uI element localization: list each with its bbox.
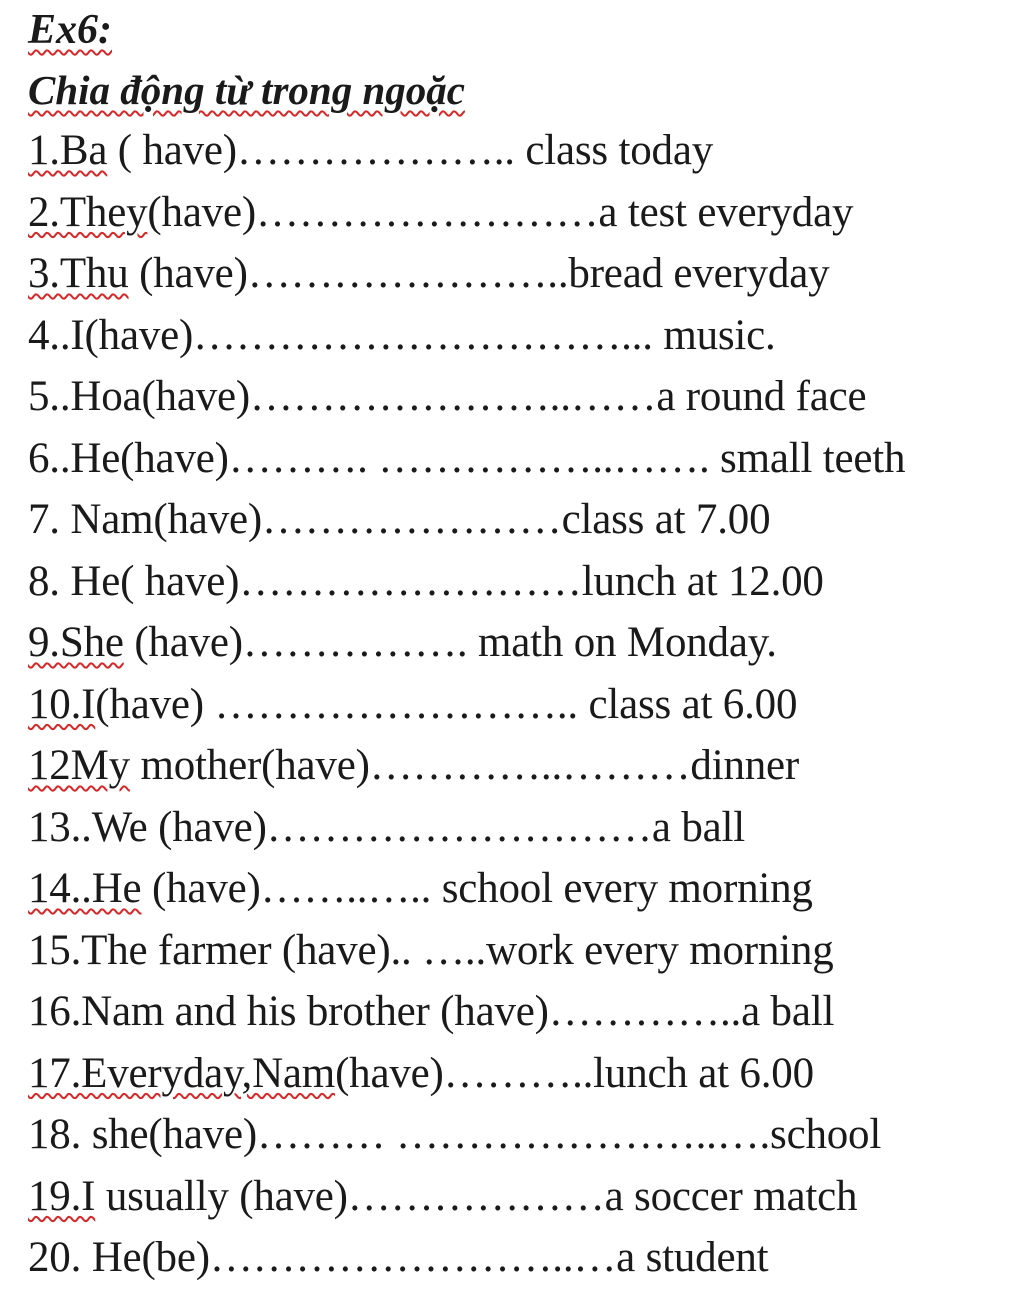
- exercise-item: [28, 674, 1018, 736]
- spellcheck-flagged-text: 9.She: [28, 619, 124, 666]
- exercise-text: 5..Hoa(have)…………………..……a round face: [28, 373, 867, 420]
- exercise-text: 18. she(have)……… …………………..….school: [28, 1111, 882, 1158]
- exercise-item: [28, 489, 1018, 551]
- exercise-text: (have)…………………..bread everyday: [128, 250, 830, 297]
- exercise-item: [28, 858, 1018, 920]
- exercise-text: (have)……..….. school every morning: [141, 865, 813, 912]
- exercise-text: 7. Nam(have)…………………class at 7.00: [28, 496, 771, 543]
- exercise-item: [28, 120, 1018, 182]
- spellcheck-flagged-text: 10.I: [28, 680, 96, 728]
- exercise-item: [28, 551, 1018, 613]
- exercise-text: (have) …………………….. class at 6.00: [95, 680, 798, 728]
- exercise-item: [28, 243, 1018, 305]
- exercise-item: [28, 981, 1018, 1043]
- exercise-item: [28, 1043, 1018, 1105]
- instruction-text: Chia động từ trong ngoặc: [28, 67, 465, 113]
- exercise-text: 6..He(have)………. ……………..……. small teeth: [28, 434, 906, 482]
- exercise-item: [28, 1227, 1018, 1289]
- exercise-text: usually (have)………………a soccer match: [95, 1172, 858, 1220]
- exercise-text: 16.Nam and his brother (have)…………..a ball: [28, 988, 835, 1035]
- exercise-item: [28, 612, 1018, 674]
- exercise-item: [28, 428, 1018, 490]
- exercise-text: 8. He( have)……………………lunch at 12.00: [28, 557, 824, 605]
- exercise-item: [28, 305, 1018, 367]
- exercise-item: [28, 182, 1018, 244]
- exercise-text: 13..We (have)………………………a ball: [28, 803, 746, 851]
- instruction: [28, 66, 465, 114]
- exercise-text: (have)………..lunch at 6.00: [335, 1049, 814, 1097]
- exercise-item: [28, 735, 1018, 797]
- exercise-title-text: Ex6:: [28, 7, 112, 53]
- exercise-text: mother(have)…………..………dinner: [129, 742, 800, 789]
- spellcheck-flagged-text: 3.Thu: [28, 250, 129, 297]
- spellcheck-flagged-text: 17.Everyday,Nam: [28, 1049, 336, 1097]
- exercise-text: 15.The farmer (have).. …..work every morning: [28, 926, 834, 974]
- spellcheck-flagged-text: 12My: [28, 742, 130, 789]
- spellcheck-flagged-text: 14..He: [28, 865, 142, 912]
- spellcheck-flagged-text: 1.Ba: [28, 127, 108, 174]
- exercise-title: [28, 6, 112, 54]
- spellcheck-flagged-text: 2.They: [28, 188, 148, 236]
- exercise-item: [28, 920, 1018, 982]
- exercise-text: (have)……………. math on Monday.: [123, 619, 777, 666]
- exercise-text: (have)……………………a test everyday: [147, 188, 854, 236]
- exercise-item: [28, 797, 1018, 859]
- exercise-item: [28, 366, 1018, 428]
- exercise-list: [28, 120, 1018, 1289]
- exercise-item: [28, 1104, 1018, 1166]
- exercise-text: 4..I(have)…………………………... music.: [28, 311, 776, 359]
- exercise-text: ( have)……………….. class today: [107, 127, 714, 174]
- exercise-item: [28, 1166, 1018, 1228]
- spellcheck-flagged-text: 19.I: [28, 1172, 96, 1220]
- exercise-text: 20. He(be)……………………..…a student: [28, 1234, 769, 1281]
